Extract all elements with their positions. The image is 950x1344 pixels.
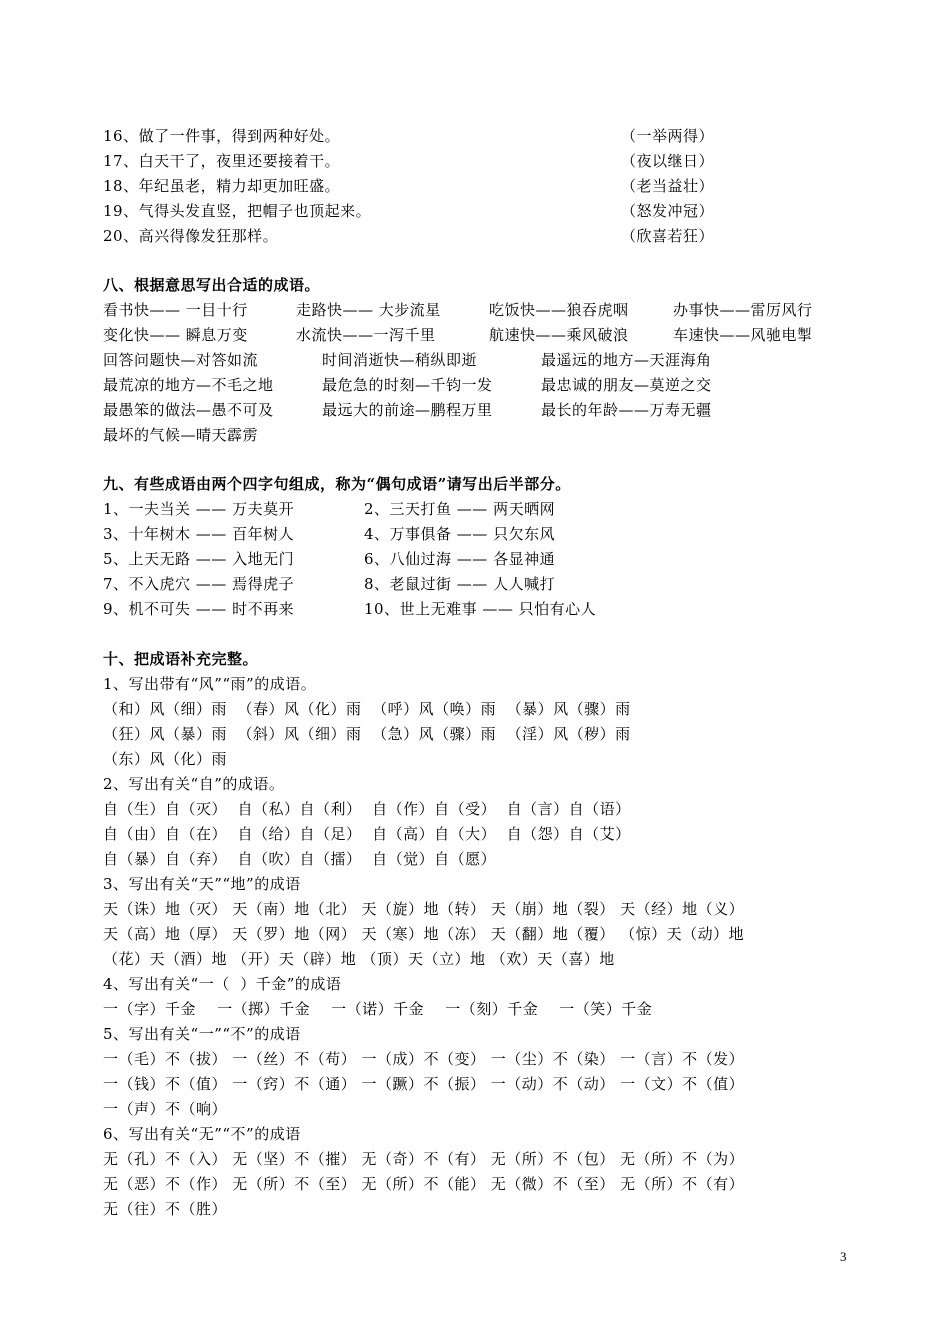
- idiom-cell: 时间消逝快—稍纵即逝: [322, 351, 478, 369]
- idiom-pair: 1、一夫当关 —— 万夫莫开: [103, 500, 295, 518]
- idiom-cell: 车速快——风驰电掣: [673, 326, 813, 344]
- idiom-pair: 10、世上无难事 —— 只怕有心人: [364, 600, 597, 618]
- subheading: 2、写出有关“自”的成语。: [103, 775, 285, 793]
- idiom-cell: 最长的年龄——万寿无疆: [541, 401, 712, 419]
- idiom-pair: 3、十年树木 —— 百年树人: [103, 525, 295, 543]
- idiom-pair: 9、机不可失 —— 时不再来: [103, 600, 295, 618]
- idiom-line: 天（诛）地（灭） 天（南）地（北） 天（旋）地（转） 天（崩）地（裂） 天（经）地（义）: [103, 900, 745, 918]
- list-item: 18、年纪虽老，精力却更加旺盛。: [103, 177, 341, 195]
- idiom-cell: 回答问题快—对答如流: [103, 351, 259, 369]
- idiom-line: 无（往）不（胜）: [103, 1200, 228, 1218]
- idiom-cell: 走路快—— 大步流星: [296, 301, 441, 319]
- idiom-cell: 吃饭快——狼吞虎咽: [489, 301, 629, 319]
- subheading: 4、写出有关“一（ ）千金”的成语: [103, 975, 342, 993]
- idiom-line: 一（声）不（响）: [103, 1100, 228, 1118]
- idiom-line: 无（孔）不（入） 无（坚）不（摧） 无（奇）不（有） 无（所）不（包） 无（所）不（为）: [103, 1150, 745, 1168]
- idiom-line: 自（由）自（在） 自（给）自（足） 自（高）自（大） 自（怨）自（艾）: [103, 825, 631, 843]
- idiom-cell: 最坏的气候—晴天霹雳: [103, 426, 259, 444]
- idiom-cell: 变化快—— 瞬息万变: [103, 326, 248, 344]
- answer: （老当益壮）: [621, 177, 715, 195]
- idiom-line: 无（恶）不（作） 无（所）不（至） 无（所）不（能） 无（微）不（至） 无（所）不（有）: [103, 1175, 745, 1193]
- idiom-pair: 5、上天无路 —— 入地无门: [103, 550, 295, 568]
- answer: （一举两得）: [621, 127, 715, 145]
- idiom-pair: 2、三天打鱼 —— 两天晒网: [364, 500, 556, 518]
- list-item: 19、气得头发直竖，把帽子也顶起来。: [103, 202, 372, 220]
- idiom-cell: 看书快—— 一目十行: [103, 301, 248, 319]
- idiom-pair: 6、八仙过海 —— 各显神通: [364, 550, 556, 568]
- subheading: 1、写出带有“风”“雨”的成语。: [103, 675, 317, 693]
- list-item: 20、高兴得像发狂那样。: [103, 227, 279, 245]
- section9-heading: 九、有些成语由两个四字句组成，称为“偶句成语”请写出后半部分。: [103, 475, 571, 493]
- idiom-line: （花）天（酒）地 （开）天（辟）地 （顶）天（立）地 （欢）天（喜）地: [103, 950, 615, 968]
- answer: （怒发冲冠）: [621, 202, 715, 220]
- subheading: 5、写出有关“一”“不”的成语: [103, 1025, 301, 1043]
- idiom-line: 自（生）自（灭） 自（私）自（利） 自（作）自（受） 自（言）自（语）: [103, 800, 631, 818]
- idiom-line: 一（毛）不（拔） 一（丝）不（苟） 一（成）不（变） 一（尘）不（染） 一（言）不（发）: [103, 1050, 745, 1068]
- idiom-line: （和）风（细）雨 （春）风（化）雨 （呼）风（唤）雨 （暴）风（骤）雨: [103, 700, 631, 718]
- idiom-cell: 最忠诚的朋友—莫逆之交: [541, 376, 712, 394]
- idiom-cell: 最危急的时刻—千钧一发: [322, 376, 493, 394]
- idiom-pair: 8、老鼠过街 —— 人人喊打: [364, 575, 556, 593]
- idiom-cell: 水流快——一泻千里: [296, 326, 436, 344]
- idiom-line: （东）风（化）雨: [103, 750, 228, 768]
- idiom-line: 自（暴）自（弃） 自（吹）自（擂） 自（觉）自（愿）: [103, 850, 497, 868]
- list-item: 17、白天干了，夜里还要接着干。: [103, 152, 341, 170]
- list-item: 16、做了一件事，得到两种好处。: [103, 127, 341, 145]
- idiom-line: 一（字）千金 一（掷）千金 一（诺）千金 一（刻）千金 一（笑）千金: [103, 1000, 653, 1018]
- subheading: 3、写出有关“天”“地”的成语: [103, 875, 301, 893]
- idiom-pair: 7、不入虎穴 —— 焉得虎子: [103, 575, 295, 593]
- subheading: 6、写出有关“无”“不”的成语: [103, 1125, 301, 1143]
- page-number: 3: [840, 1249, 847, 1264]
- idiom-line: 一（钱）不（值） 一（窍）不（通） 一（蹶）不（振） 一（动）不（动） 一（文）不（值）: [103, 1075, 745, 1093]
- idiom-pair: 4、万事俱备 —— 只欠东风: [364, 525, 556, 543]
- idiom-cell: 最荒凉的地方—不毛之地: [103, 376, 274, 394]
- section10-heading: 十、把成语补充完整。: [103, 650, 259, 668]
- idiom-cell: 办事快——雷厉风行: [673, 301, 813, 319]
- section8-heading: 八、根据意思写出合适的成语。: [103, 276, 321, 294]
- idiom-line: （狂）风（暴）雨 （斜）风（细）雨 （急）风（骤）雨 （淫）风（秽）雨: [103, 725, 631, 743]
- answer: （夜以继日）: [621, 152, 715, 170]
- idiom-cell: 最远大的前途—鹏程万里: [322, 401, 493, 419]
- idiom-cell: 最愚笨的做法—愚不可及: [103, 401, 274, 419]
- idiom-cell: 最遥远的地方—天涯海角: [541, 351, 712, 369]
- answer: （欣喜若狂）: [621, 227, 715, 245]
- idiom-line: 天（高）地（厚） 天（罗）地（网） 天（寒）地（冻） 天（翻）地（覆） （惊）天（动）地: [103, 925, 745, 943]
- idiom-cell: 航速快——乘风破浪: [489, 326, 629, 344]
